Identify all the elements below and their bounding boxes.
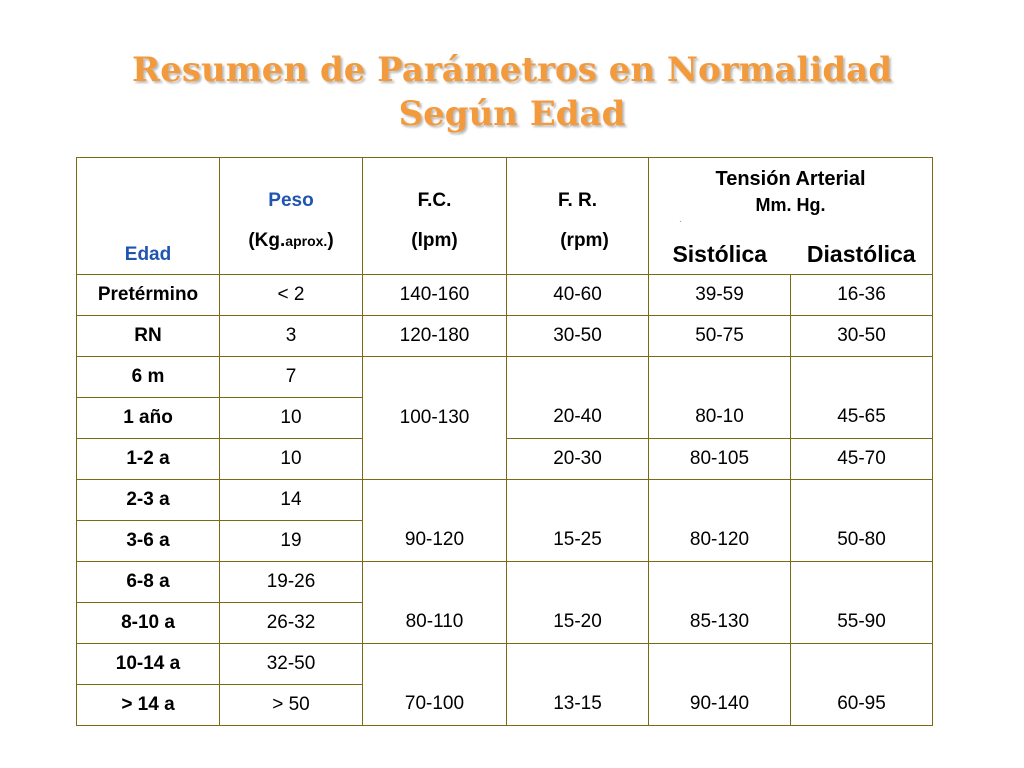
cell-edad: 1 año [77,398,220,439]
cell-fc-merged: 80-110 [363,562,507,644]
header-tension-arterial [649,158,933,275]
peso-unit-close: ) [327,230,334,251]
cell-fr-merged: 20-40 [507,357,649,439]
cell-edad: RN [77,316,220,357]
cell-peso: 7 [220,357,363,398]
header-ta-title [649,158,932,218]
header-fc [363,158,507,275]
cell-peso: 26-32 [220,603,363,644]
cell-peso: < 2 [220,275,363,316]
cell-sistolica: 50-75 [649,316,791,357]
cell-fc: 120-180 [363,316,507,357]
header-peso-unit [220,221,362,261]
parameters-table [76,157,933,726]
cell-diastolica-merged: 50-80 [791,480,933,562]
slide-title [0,48,1024,136]
cell-sistolica-merged: 85-130 [649,562,791,644]
header-sistolica: Sistólica [672,241,768,267]
cell-edad: 8-10 a [77,603,220,644]
header-fc-line2: (lpm) [411,230,458,251]
cell-diastolica: 16-36 [791,275,933,316]
peso-unit-small: aprox. [285,233,328,249]
header-diastolica: Diastólica [806,241,916,267]
cell-peso: 10 [220,439,363,480]
cell-peso: 14 [220,480,363,521]
cell-edad: 6-8 a [77,562,220,603]
table-row [77,275,933,316]
cell-sistolica-merged: 80-120 [649,480,791,562]
header-fc-line1: F.C. [417,190,452,211]
header-ta-subheaders [649,241,932,268]
cell-diastolica: 30-50 [791,316,933,357]
cell-edad: > 14 a [77,685,220,726]
table-row [77,644,933,685]
cell-edad: 2-3 a [77,480,220,521]
cell-fr-merged: 15-20 [507,562,649,644]
table-row [77,562,933,603]
title-line-2: Según Edad [398,94,626,134]
header-row [77,158,933,275]
cell-sistolica: 80-105 [649,439,791,480]
cell-fc-merged: 100-130 [363,357,507,480]
header-ta-dot: . [679,214,682,225]
cell-edad: Pretérmino [77,275,220,316]
cell-peso: 32-50 [220,644,363,685]
table-row [77,480,933,521]
cell-edad: 10-14 a [77,644,220,685]
cell-edad: 6 m [77,357,220,398]
cell-sistolica-merged: 80-10 [649,357,791,439]
cell-peso: 10 [220,398,363,439]
cell-diastolica-merged: 55-90 [791,562,933,644]
header-fr [507,158,649,275]
header-ta-line1: Tensión Arterial [715,168,866,190]
cell-fc: 140-160 [363,275,507,316]
cell-fr: 40-60 [507,275,649,316]
cell-peso: 19-26 [220,562,363,603]
header-peso-label: Peso [268,190,314,211]
table-row [77,316,933,357]
cell-peso: 19 [220,521,363,562]
header-fr-line1: F. R. [557,190,598,211]
cell-sistolica-merged: 90-140 [649,644,791,726]
cell-diastolica: 45-70 [791,439,933,480]
cell-sistolica: 39-59 [649,275,791,316]
peso-unit-open: (Kg. [248,230,286,251]
cell-fr-merged: 15-25 [507,480,649,562]
cell-fr-merged: 13-15 [507,644,649,726]
header-fr-line2: (rpm) [560,230,609,251]
cell-fc-merged: 70-100 [363,644,507,726]
header-peso [220,158,363,275]
header-ta-line2: Mm. Hg. [755,195,826,215]
cell-diastolica-merged: 60-95 [791,644,933,726]
cell-edad: 1-2 a [77,439,220,480]
cell-fr: 30-50 [507,316,649,357]
cell-edad: 3-6 a [77,521,220,562]
cell-diastolica-merged: 45-65 [791,357,933,439]
header-edad: Edad [77,158,220,275]
title-line-1: Resumen de Parámetros en Normalidad [132,50,892,90]
cell-fr: 20-30 [507,439,649,480]
cell-peso: > 50 [220,685,363,726]
cell-peso: 3 [220,316,363,357]
table-row [77,357,933,398]
cell-fc-merged: 90-120 [363,480,507,562]
